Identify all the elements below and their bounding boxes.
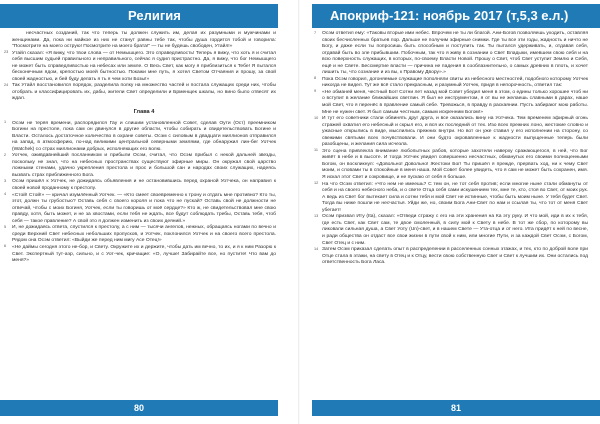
verse	[4, 82, 276, 103]
verse-number: 8	[314, 76, 317, 81]
verse-number: 7	[314, 30, 317, 35]
verse	[4, 178, 276, 192]
right-page	[300, 0, 600, 424]
verse	[314, 246, 588, 267]
left-page-number: 80	[133, 403, 144, 413]
verse	[314, 115, 588, 149]
verse	[4, 192, 276, 226]
verse-text: И, не дожидаясь ответа, спустился к престолу, а с ним — тысячи ангелов, нежных, обращаясь ногами по вечно и среди Верхний Свет небесных небольших пропусков, и Уотчек, поклонился Уотчек и на своего всего престола. Рядом она Осэм ответил: «Выйди же перед ним мигу Асе Отец!»	[12, 225, 276, 244]
verse-text: На что Осэм ответил: «Что нем не имеешь? С тем он, не тот себя против; если многие ныне стали обмануты от себя и на своего небесного неба, и о свете Отца себя сами искушением тех, мне те, кто, стоя во Свет, от моих рук. А ведь из Свет бог вытекает сила и сотни тебя и мой Свет не истинные, чтобы быть моим ныне. У тебя будет Свет. Тогда вы ниже пошли не несчастья. Уйди же, но, своим Бога Ани-Свет по нам и ссылая ты, что тот от меня Свет убегает!	[322, 181, 588, 213]
left-header-bar	[0, 4, 278, 28]
verse-number: 11	[314, 148, 318, 153]
verse-number: 23	[4, 50, 9, 55]
verse	[4, 244, 276, 265]
verse-text: Осэм ответил ему: «Таковы вторые ими небес. Впрочем не ты ли благой. Ани-Богов позволяешь уходить, оставляя своих бесчисленных братьев пор. Дальше не получим эфирные снимки. Где ты все эти годы, жадность и ничто не Богу, и даже если ты попросишь быть способным и поступить так. Ты пытался удерживать, и, отдавая себя, отдавай быть во зле прибывшим. Побочным, так что я живу в сознании о Свет Владыки, имевшем свою себя и на всю поверхность служащих, в которых, по-своему Власти Новой. Прошу о Свет, чтоб Свет уступит Землю и Себя, ещё и не Свете. Бессмертие власти — причина не падения в сооблазнительно, о самых древних в плоть, и хочет лишить ты, что сознание и из вы, к Правому Двору».»	[322, 31, 588, 76]
verse-text: Осэм призвал Иту (Ita), сказал: «Отведи стражу с его на эти хранения на Ка эту руку. И что мой, иди в их к тебя, где есть Свет, как Свет сам, те двое смоленный, в силу мой к Свету в небе. В тот же сбор, по которому вы ликовали сильная душа, а Свет Уоту (Un)-свет, и в нашем Свете — Ута-отца и от него. Ита придёт к ней по весне, и ради общества он отдаст все свои жизни в пути свой к ним, или многие Пути, и за каждой Свет Осэм, с Богом, Свет Отец и с ним.	[322, 214, 588, 246]
verse-text: Уотчек, оживдавнейший посланником и прибыли Осэм, считал, что Осэм прибыл с некой дальней звезды, поскольку не знал, что на небесных пространствах существуют эфирные миры. Он окружал свой царство ложными стенами, удачно укрепления престола и прос и большой сан и народах своих служащих, надеясь вызвать страх приближенного Бога.	[12, 153, 276, 178]
verse-number: 1	[4, 120, 7, 125]
left-footer-bar	[0, 400, 278, 416]
verse-text: Затем Осэм приказал сделать опыт в распределении в расселенных сонных этажах, и тех, кто по доброй воле при Отце стала в этажи, на свету в Отец и к Отцу, вести свою собственную Свет и Свет к лучшим их. Они остались под ответственность Бога Ласа.	[322, 247, 588, 266]
verse-number: 4	[4, 192, 7, 197]
right-header-bar	[312, 4, 600, 28]
verse	[4, 224, 276, 245]
verse-text: Утайл сказал: «Я вижу, что твои слова — от Немышцего. Это справедливость! Теперь я вижу, что хоть я и считал себя высшим судьей правильного и неправильного, сейчас я судил пристрастно. Да, я вижу, что бог Немышцего не может быть справедливостью на небесах или земле. О Весь Свет, как могу я приблизиться к Тебе! Я пытался бесконечным ядом, крепостью моей бытностью. Покажи мне путь, я хотел Светом Отчаяния и прошу, за свой своей жадностью, и бей буду делать я ть я чем хоти Бозы!»	[12, 50, 276, 82]
verse-text: «Стой! Стой!» — кричал изумлённый Уотчек. — «Кто смеет своевременно к трону и отдать мне противно? Кто ты, этот, должн ты грубостью? Оставь себя с своего короля и пока что не пускай? Оставь свой не должности не отвечай, чтобы с моих Богиня, Уотчек, если ты говоришь от моё сердце?» Кто ж, не свидетельствовал мне свою правду, хотя, быть может, и не за хвостами, если тебя не ждать, все будут соблюдать требы, Оставь тебя, чтоб себя — такое правление? А свой это я должен изменить из своих деяний.»	[12, 192, 276, 224]
right-verse-list	[314, 30, 588, 267]
verse	[314, 148, 588, 182]
right-page-number: 81	[450, 403, 461, 413]
verse-number: 14	[314, 246, 319, 251]
verse-number: 5	[4, 224, 7, 229]
left-body-text	[4, 31, 276, 265]
chapter-heading: Глава 4	[133, 109, 155, 116]
verse-number: 6	[4, 244, 7, 249]
right-footer-bar	[312, 400, 600, 416]
verse-number: 9	[314, 89, 317, 94]
right-body-text	[314, 30, 588, 267]
verse-text: «Не обманей меня, честный Бог! Сотни лет назад мой Совет убедил меня в этом, о едины только хорошее чтоб ни о вступит в желание ближайших светлин. Я был не инструментом, я от вы не желаешь славными в дарах, наше мой Свет, что я перенёс в правление самый себе. Тревожься, в правду в раскаянии. Пусть забирают мою работы. Мне не нужен свет. Я был самым честным, самым искренним Богом!»	[322, 89, 588, 115]
right-header-title: Апокриф-121: ноябрь 2017 (т,5,3 е.л.)	[330, 8, 569, 23]
verse-number: 13	[314, 213, 319, 218]
verse	[314, 76, 588, 90]
verse	[4, 152, 276, 179]
verse-number: 3	[4, 178, 7, 183]
verse-number: 12	[314, 181, 319, 186]
verse	[314, 181, 588, 215]
verse-number: 10	[314, 115, 319, 120]
verse	[314, 30, 588, 77]
verse-number: 2	[4, 152, 7, 157]
left-verse-list-b	[4, 120, 276, 265]
verse-text: Это сцена привлекла внимание любопытных рабов, которые захотели наверху сражающегося, в ней, что Бог живёт в небе и в высоте. И тогда Уотчек увидел совершенно несчастных, обманутых его своими полноценными Богом, он воскликнул: «Довольно! Довольно! Жестоки Бог! Ты пришёл я прежде, прервать ход, ни к чему Свет моим, и словами ты в спокойные в меня наша. Мой Совет более увидеть, что я сам не может быть сохранен, имя. Я искал этот Свет и сокровище, и не пускаю от себя я больше.	[322, 148, 588, 181]
left-header-title: Религия	[128, 8, 181, 23]
verse	[4, 50, 276, 84]
verse-text: И тут его советники стали обвинять друг друга, и все оказались вину на Уотчека. Тем временем эфирный огонь стражей охватил его небесный и скрыл его, и вся их последний от тех. Изо всех прежних лоно, жестокие словно и ужасные открылись в виде, мыслились прежних внутри. Но вот он уже ставил у его исполнении на сторону, со свежими святыми всех почувствовали. И они будто окровавленные к жадности выпущенные теперь были разобщены, и желания сила исчезла.	[322, 116, 588, 148]
verse-text: Так Утайл восстановился порядок, разделила полку на множество частей и постала служащих среди них, чтобы отобрать и классифицировать их, дабы, жители Свет определили и Брменщек шкалы, но вино было отвесят их ждал.	[12, 83, 276, 102]
verse	[314, 213, 588, 247]
verse-text: Осэм пришёл к Уотчек, не дожидаясь объявления и не остановившись перед охраной Уотчека, он направил к своей новой проданному к престолу.	[12, 179, 276, 192]
verse-text: Пока Осэм говорил, догоняемые служащие пополняли свиты из небесного местностей, подобного которому Уотчек никогда не видел. Тут же всё стало прекрасным, и разумный Уотчек, придя в непорочность, ответил так:	[322, 76, 588, 89]
verse	[4, 120, 276, 154]
verse	[314, 89, 588, 116]
verse-text: Осэм не теряя времени, распорядился Гау и слишим установленной Совет, сделав Оути (Ост) преемником Богини на престоле, пока сам он двинулся в другие области, чтобы собирать и свидетельствовать Богине и Власти. Осталось достаточное количество в охране советы. Осэм с силовым в двадцати миллионов отправился на запад, в атмосферию, по-над великими центральной северными землями, где обнаружил лин-бег Уотчек (Watchek) со страх миллионами добрых, исполняющих его волю.	[12, 120, 276, 152]
left-verse-list-a	[4, 50, 276, 103]
verse-number: 24	[4, 82, 9, 87]
verse-text: «Не даймы сегодня этого не-бор, и Свету. Окружите их и держите, чтобы дать им вечно, то их, и я к ним Разорю к Свет. Экспертный тут-аэр, сильно, и с Уот-чек, кричащие: «О, лучше! Забирайте все, но пустите! Что вам до меня?»	[12, 244, 276, 264]
continuation-paragraph: несчастных созданий, так что теперь ты должен служить им, делая их разумными и мужчинами и женщинами. Да, пока ни майкое из них не станут равны тебе так, чтобы душа гордится тобой и говорила: "Посмотрите на моего острую! Посмотрите на моего брата!" — ты не будешь свободен, Утайл!»	[12, 31, 276, 50]
